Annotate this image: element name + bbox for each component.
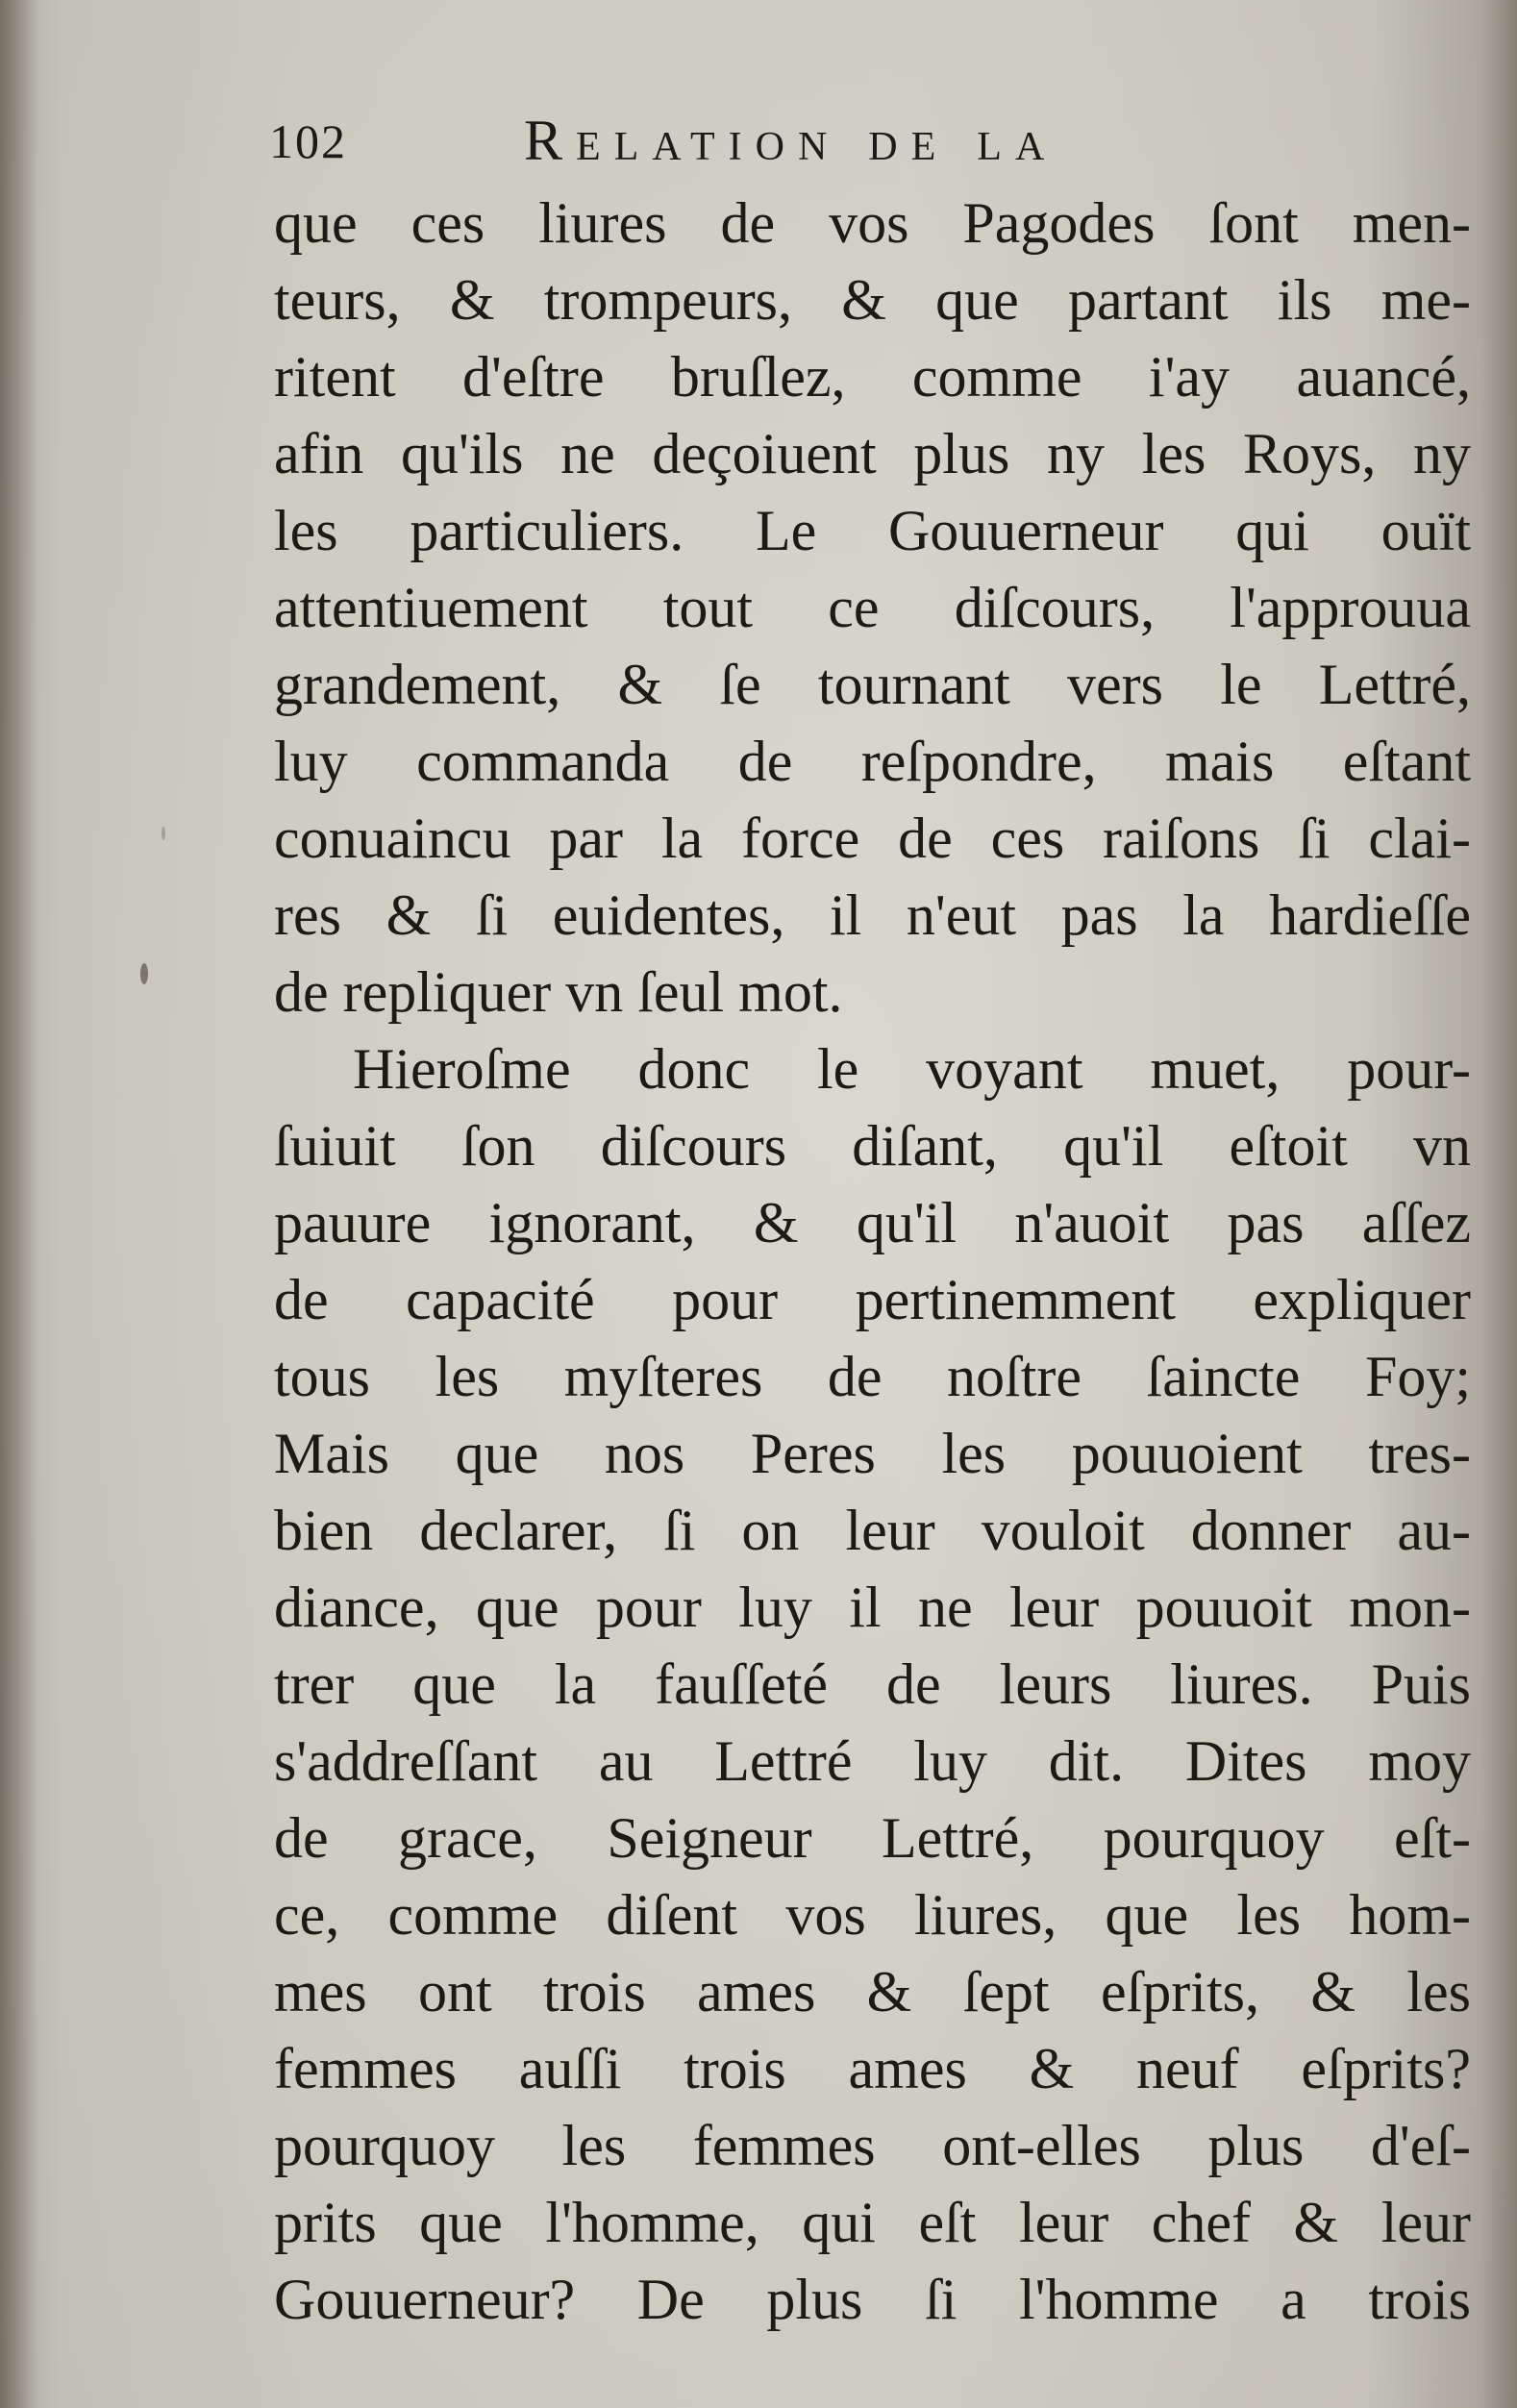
paragraph — [274, 185, 1471, 1030]
paragraph — [274, 1030, 1471, 2338]
running-head: Relation de la — [524, 109, 1058, 172]
text-line: conuaincu par la force de ces raiſons ſi clai- — [274, 807, 1471, 870]
text-line: mes ont trois ames & ſept eſprits, & les — [274, 1960, 1471, 2023]
text-line: pourquoy les femmes ont-elles plus d'eſ- — [274, 2114, 1471, 2177]
text-line: afin qu'ils ne deçoiuent plus ny les Roys, ny — [274, 422, 1471, 485]
page-number: 102 — [269, 114, 347, 168]
text-line: luy commanda de reſpondre, mais eſtant — [274, 730, 1471, 793]
paper-speck — [162, 827, 165, 840]
text-line: les particuliers. Le Gouuerneur qui ouït — [274, 499, 1471, 562]
text-line: Gouuerneur? De plus ſi l'homme a trois — [274, 2268, 1471, 2331]
text-line: de capacité pour pertinemment expliquer — [274, 1268, 1471, 1331]
text-line: ritent d'eſtre bruſlez, comme i'ay auancé, — [274, 345, 1471, 409]
text-line: pauure ignorant, & qu'il n'auoit pas aſſez — [274, 1191, 1471, 1254]
body-text — [274, 185, 1471, 2338]
text-line: bien declarer, ſi on leur vouloit donner au- — [274, 1499, 1471, 1562]
text-line: grandement, & ſe tournant vers le Lettré, — [274, 653, 1471, 716]
text-line: teurs, & trompeurs, & que partant ils me- — [274, 268, 1471, 332]
page-header — [269, 104, 1250, 181]
text-line: attentiuement tout ce diſcours, l'approuua — [274, 576, 1471, 639]
text-line: Hieroſme donc le voyant muet, pour- — [353, 1037, 1471, 1101]
page-edge-shadow — [1480, 0, 1517, 2408]
text-line: res & ſi euidentes, il n'eut pas la hardieſſe — [274, 883, 1471, 947]
text-line: femmes auſſi trois ames & neuf eſprits? — [274, 2037, 1471, 2100]
paper-speck — [140, 963, 148, 984]
text-line: diance, que pour luy il ne leur pouuoit mon- — [274, 1576, 1471, 1639]
text-line: de grace, Seigneur Lettré, pourquoy eſt- — [274, 1806, 1471, 1870]
text-line: Mais que nos Peres les pouuoient tres- — [274, 1422, 1471, 1485]
text-line: ce, comme diſent vos liures, que les hom- — [274, 1883, 1471, 1947]
text-line: que ces liures de vos Pagodes ſont men- — [274, 191, 1471, 255]
text-line: de repliquer vn ſeul mot. — [274, 960, 843, 1024]
text-line: tous les myſteres de noſtre ſaincte Foy; — [274, 1345, 1471, 1408]
gutter-shadow — [0, 0, 38, 2408]
text-line: s'addreſſant au Lettré luy dit. Dites moy — [274, 1729, 1471, 1793]
text-line: ſuiuit ſon diſcours diſant, qu'il eſtoit vn — [274, 1114, 1471, 1178]
text-line: trer que la fauſſeté de leurs liures. Puis — [274, 1652, 1471, 1716]
text-line: prits que l'homme, qui eſt leur chef & leur — [274, 2191, 1471, 2254]
